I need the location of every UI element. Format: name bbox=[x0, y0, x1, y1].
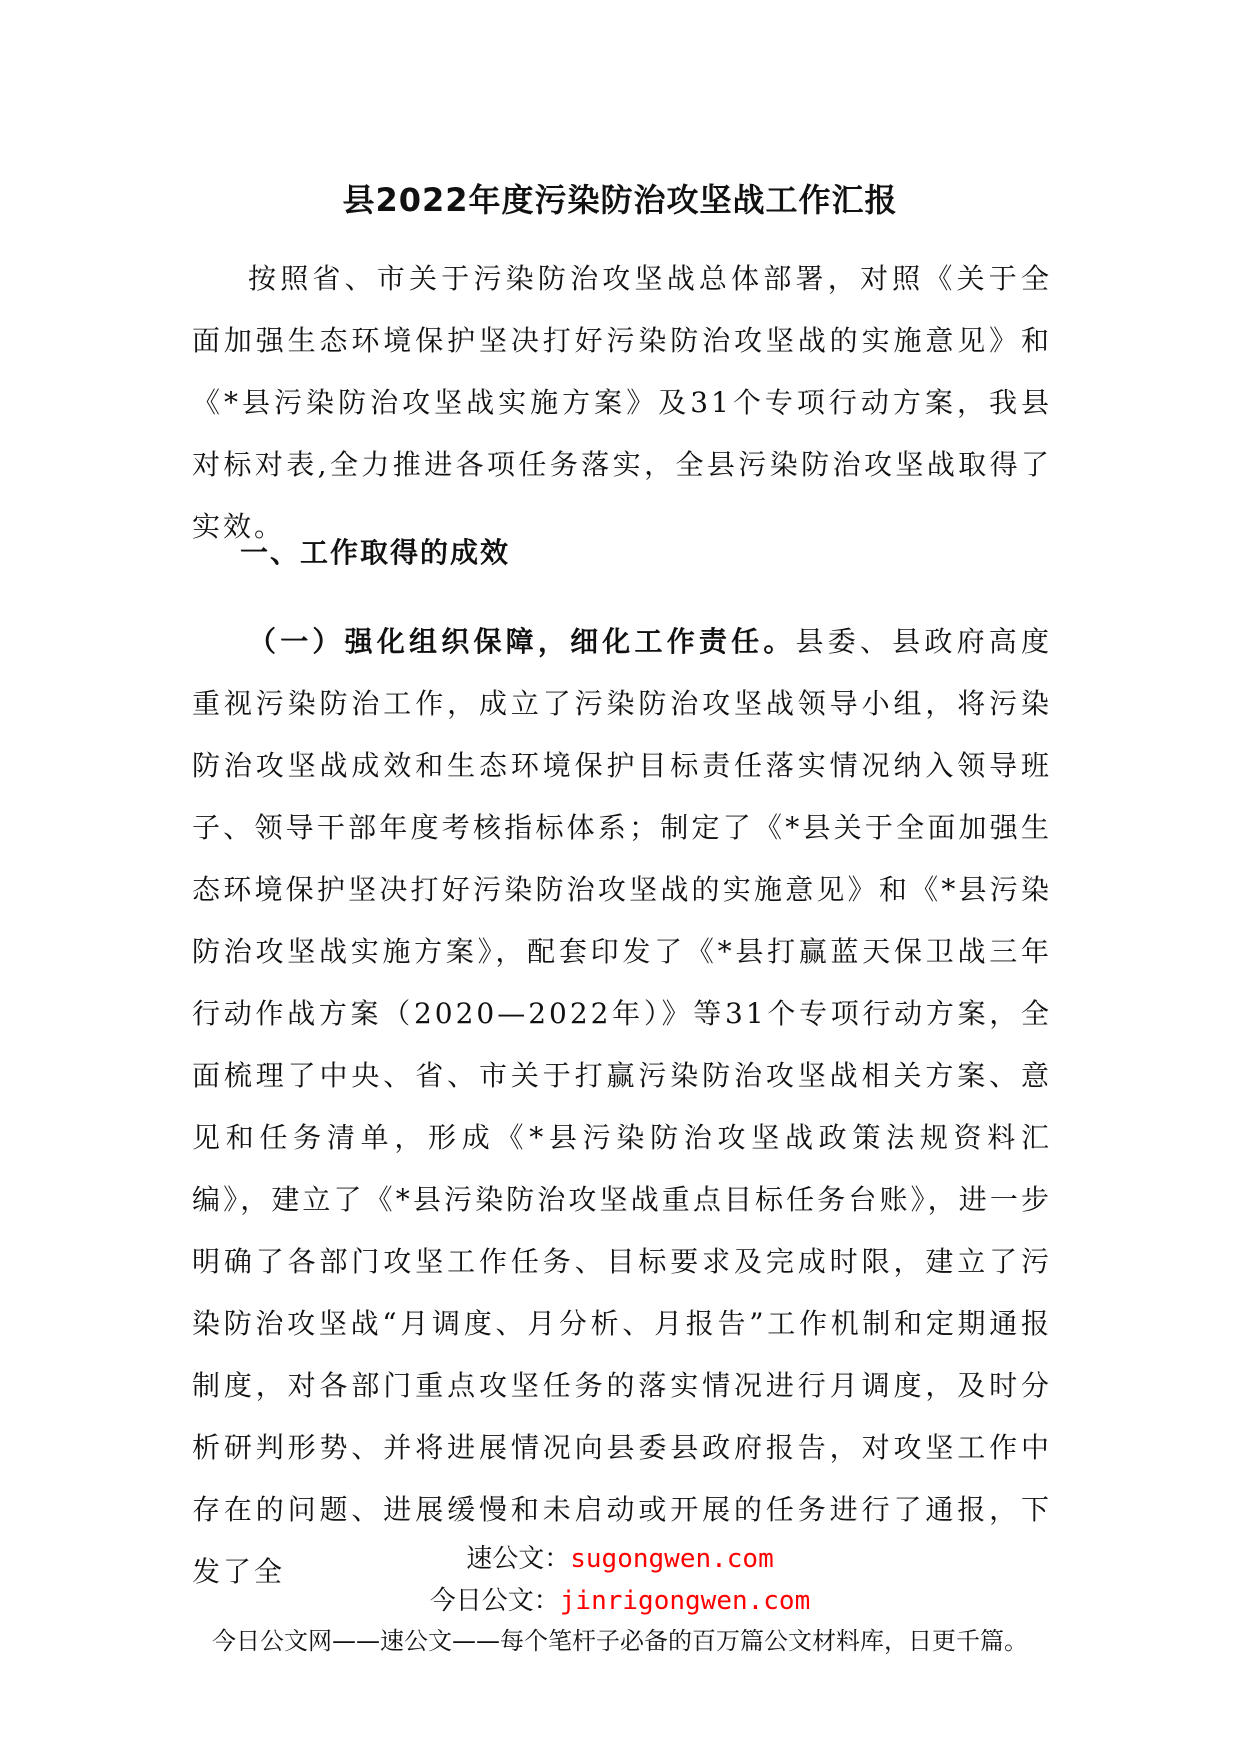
paragraph-1-body: 县委、县政府高度重视污染防治工作，成立了污染防治攻坚战领导小组，将污染防治攻坚战成效和生态环境保护目标责任落实情况纳入领导班子、领导干部年度考核指标体系；制定了《*县关于全面加强生态环境保护坚决打好污染防治攻坚战的实施意见》和《*县污染防治攻坚战实施方案》，配套印发了《*县打赢蓝天保卫战三年行动作战方案（2020—2022年）》等31个专项行动方案，全面梳理了中央、省、市关于打赢污染防治攻坚战相关方案、意见和任务清单，形成《*县污染防治攻坚战政策法规资料汇编》，建立了《*县污染防治攻坚战重点目标任务台账》，进一步明确了各部门攻坚工作任务、目标要求及完成时限，建立了污染防治攻坚战“月调度、月分析、月报告”工作机制和定期通报制度，对各部门重点攻坚任务的落实情况进行月调度，及时分析研判形势、并将进展情况向县委县政府报告，对攻坚工作中存在的问题、进展缓慢和未启动或开展的任务进行了通报，下发了全 bbox=[192, 625, 1052, 1588]
intro-paragraph: 按照省、市关于污染防治攻坚战总体部署，对照《关于全面加强生态环境保护坚决打好污染防治攻坚战的实施意见》和《*县污染防治攻坚战实施方案》及31个专项行动方案，我县对标对表,全力推进各项任务落实，全县污染防治攻坚战取得了实效。 bbox=[192, 262, 1052, 543]
footer-label-sugongwen: 速公文： bbox=[466, 1544, 571, 1574]
footer-link-sugongwen[interactable]: sugongwen.com bbox=[570, 1544, 774, 1574]
footer-label-jinrigongwen: 今日公文： bbox=[429, 1586, 560, 1616]
section-heading: 一、工作取得的成效 bbox=[240, 536, 511, 569]
footer-line-sugongwen bbox=[0, 1538, 1240, 1575]
paragraph-1 bbox=[192, 611, 1052, 1603]
footer-link-jinrigongwen[interactable]: jinrigongwen.com bbox=[559, 1586, 811, 1616]
document-title: 县2022年度污染防治攻坚战工作汇报 bbox=[342, 181, 898, 219]
footer-line-jinrigongwen bbox=[0, 1580, 1240, 1617]
paragraph-1-lead: （一）强化组织保障，细化工作责任。 bbox=[248, 625, 796, 658]
footer-slogan: 今日公文网——速公文——每个笔杆子必备的百万篇公文材料库，日更千篇。 bbox=[212, 1627, 1028, 1655]
